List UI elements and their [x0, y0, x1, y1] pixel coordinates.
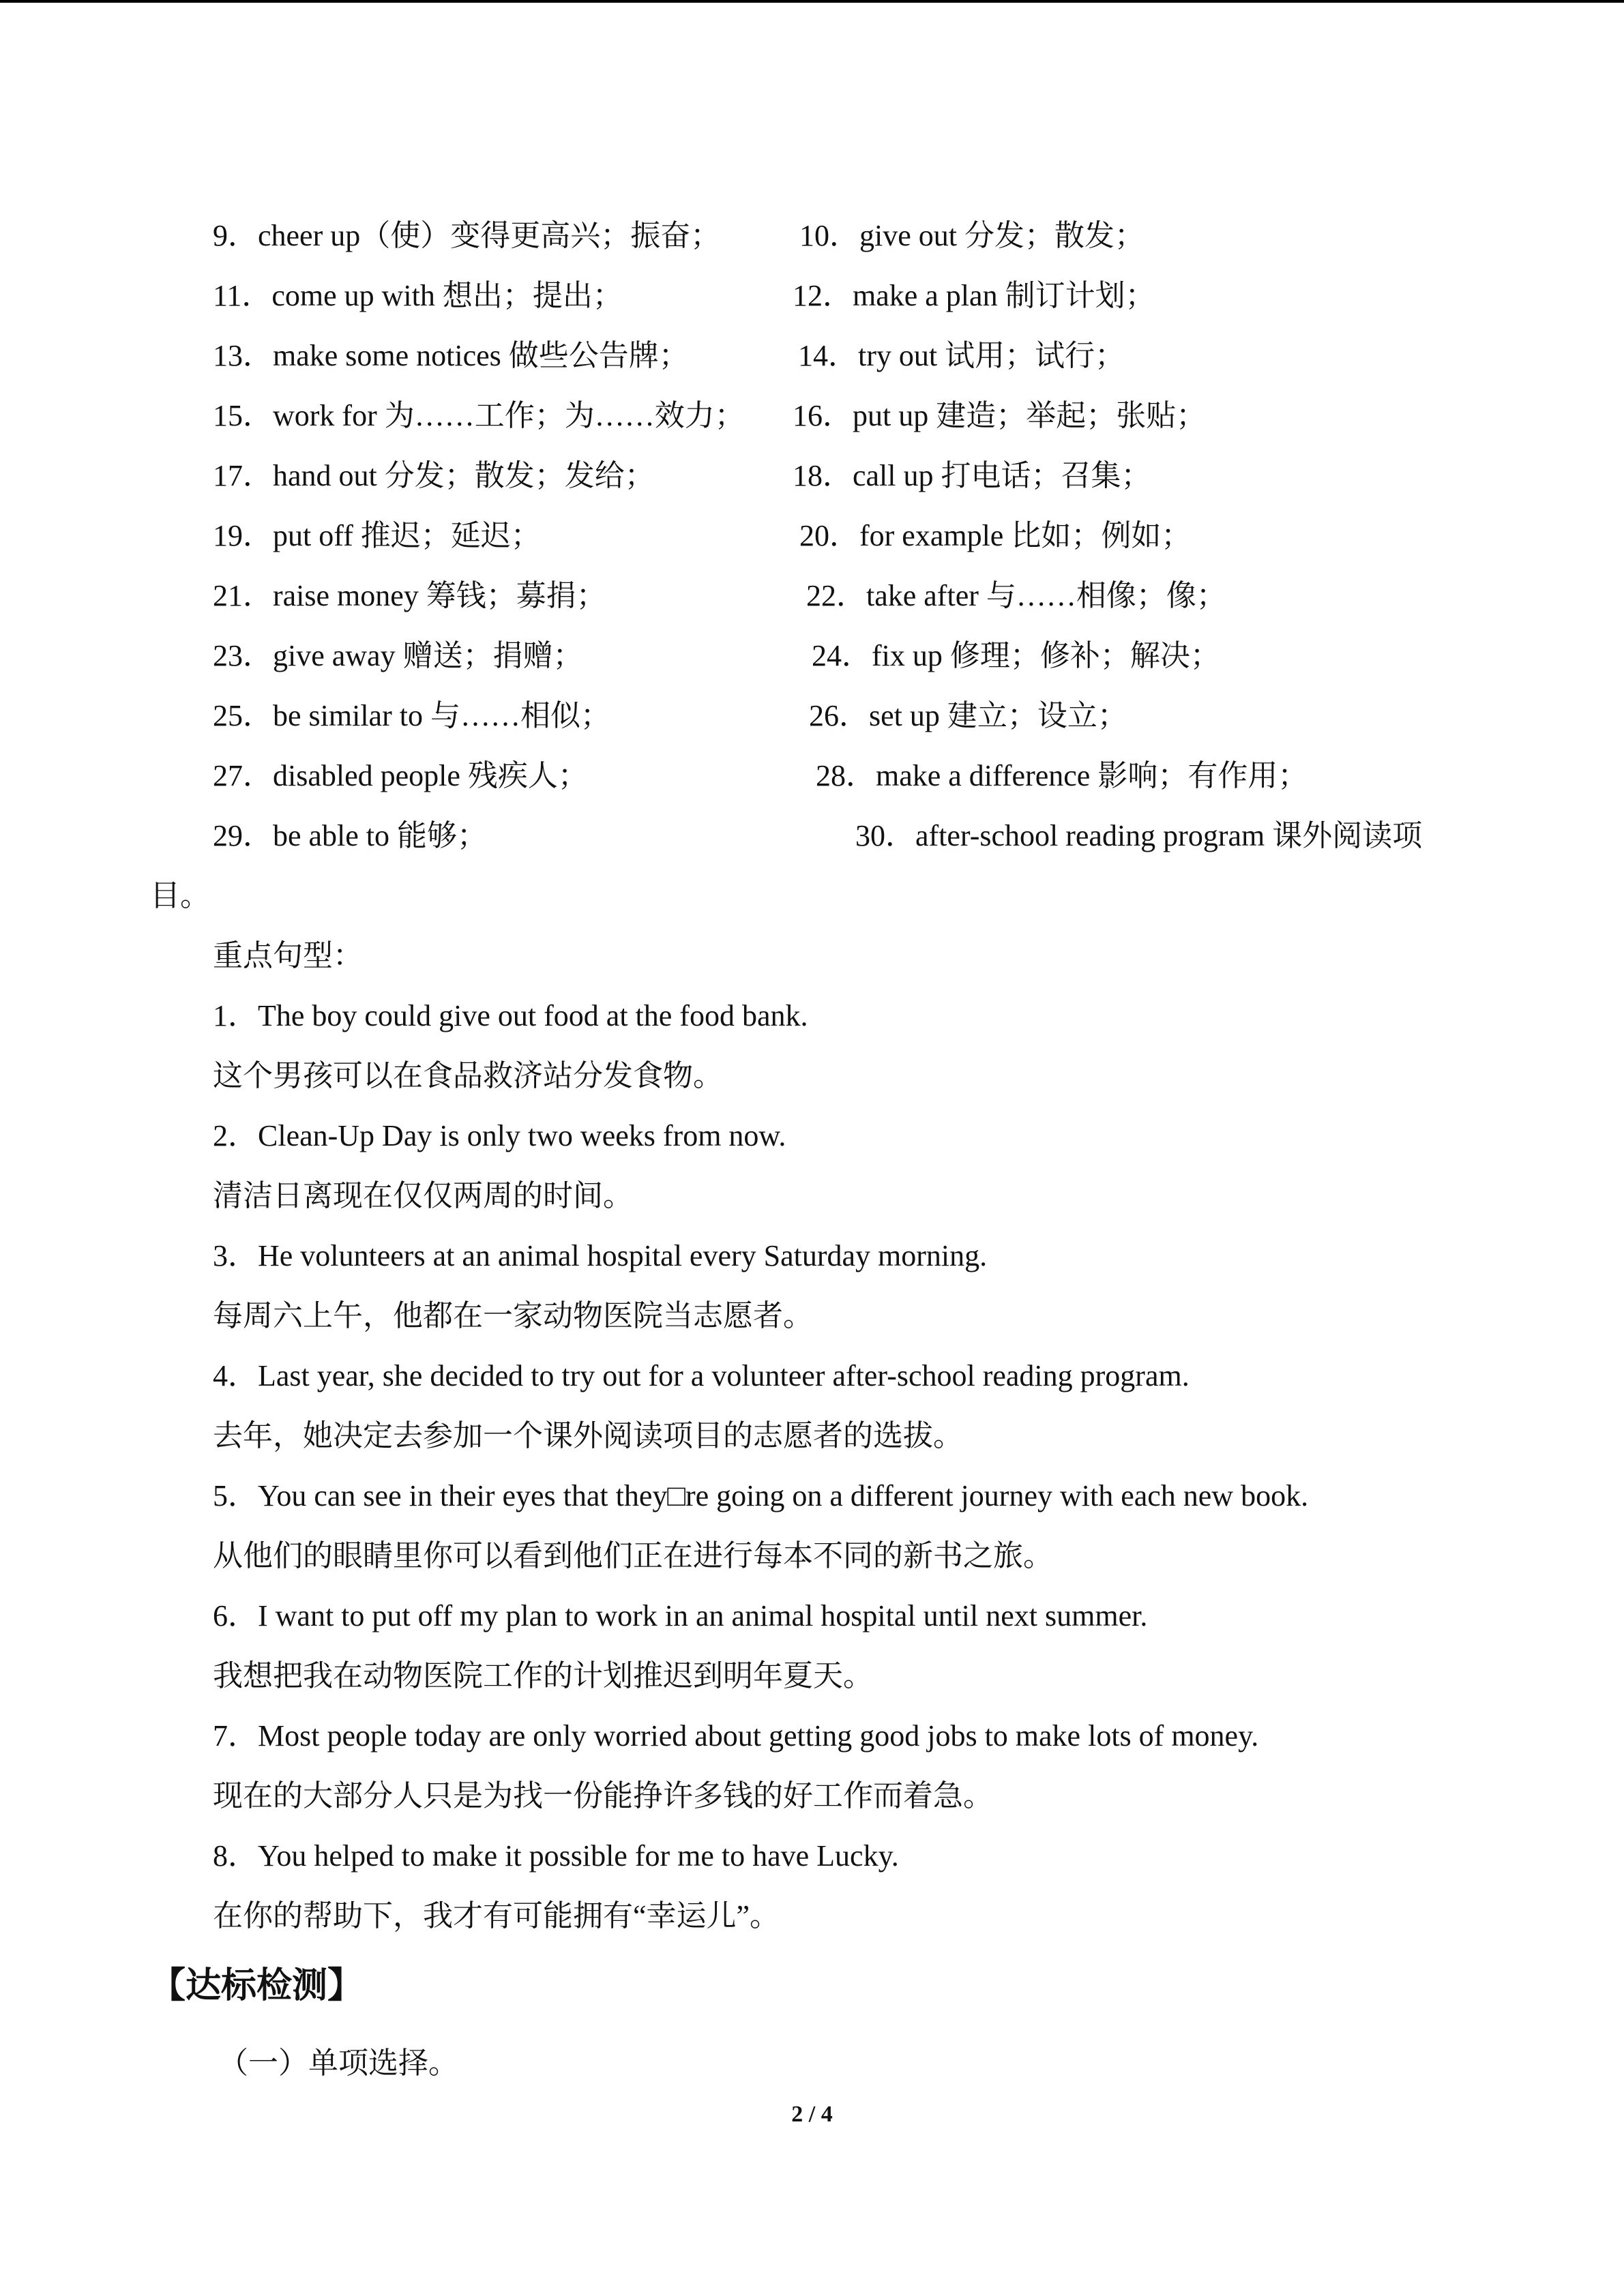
sentence-english: 6．I want to put off my plan to work in an animal hospital until next summer.: [213, 1599, 1148, 1632]
phrase-item: 12．make a plan 制订计划；: [793, 279, 1155, 312]
phrase-item: 29．be able to 能够；: [213, 819, 488, 852]
sentence-english: 4．Last year, she decided to try out for a volunteer after-school reading program.: [213, 1359, 1190, 1392]
phrase-item: 26．set up 建立；设立；: [809, 699, 1127, 732]
sentence-chinese: 我想把我在动物医院工作的计划推迟到明年夏天。: [213, 1659, 873, 1693]
phrase-item: 13．make some notices 做些公告牌；: [213, 339, 689, 372]
phrase-item: 15．work for 为……工作；为……效力；: [213, 399, 745, 432]
phrase-item: 11．come up with 想出；提出；: [213, 279, 623, 312]
phrase-item: 16．put up 建造；举起；张贴；: [793, 399, 1207, 432]
sentence-chinese: 清洁日离现在仅仅两周的时间。: [213, 1179, 633, 1212]
sentence-chinese: 从他们的眼睛里你可以看到他们正在进行每本不同的新书之旅。: [213, 1539, 1053, 1572]
phrase-item: 24．fix up 修理；修补；解决；: [812, 639, 1220, 672]
phrase-item: 17．hand out 分发；散发；发给；: [213, 459, 655, 492]
phrase-item: 25．be similar to 与……相似；: [213, 699, 610, 732]
phrase-item: 18．call up 打电话；召集；: [793, 459, 1151, 492]
phrase-item: 9．cheer up（使）变得更高兴；振奋；: [213, 219, 721, 252]
sentence-chinese: 每周六上午，他都在一家动物医院当志愿者。: [213, 1299, 813, 1332]
phrase-item: 28．make a difference 影响；有作用；: [816, 759, 1308, 792]
sentence-english: 3．He volunteers at an animal hospital every Saturday morning.: [213, 1239, 988, 1272]
sentence-chinese: 现在的大部分人只是为找一份能挣许多钱的好工作而着急。: [213, 1779, 993, 1813]
top-border: [0, 0, 1624, 3]
sentence-english: 1．The boy could give out food at the food bank.: [213, 999, 808, 1032]
page-number: 2 / 4: [791, 2102, 833, 2127]
phrase-item: 22．take after 与……相像；像；: [806, 579, 1226, 612]
sentence-english: 7．Most people today are only worried about getting good jobs to make lots of money.: [213, 1719, 1259, 1753]
section-heading: 【达标检测】: [150, 1967, 364, 2006]
sentence-english: 8．You helped to make it possible for me to have Lucky.: [213, 1839, 899, 1873]
phrase-item: 20．for example 比如；例如；: [799, 519, 1192, 552]
phrase-item: 19．put off 推迟；延迟；: [213, 519, 541, 552]
sentences-heading: 重点句型：: [213, 939, 363, 972]
phrase-item: 30．after-school reading program 课外阅读项: [855, 819, 1423, 852]
sentence-english: 2．Clean-Up Day is only two weeks from now.: [213, 1119, 786, 1152]
sentence-english: 5．You can see in their eyes that they□re going on a different journey with each new book.: [213, 1479, 1309, 1512]
sentence-chinese: 在你的帮助下，我才有可能拥有“幸运儿”。: [213, 1899, 780, 1933]
phrase-item: 27．disabled people 残疾人；: [213, 759, 588, 792]
sentence-chinese: 这个男孩可以在食品救济站分发食物。: [213, 1059, 723, 1092]
sentence-chinese: 去年，她决定去参加一个课外阅读项目的志愿者的选拔。: [213, 1419, 963, 1452]
phrase-item: 21．raise money 筹钱；募捐；: [213, 579, 606, 612]
subsection-heading: （一）单项选择。: [218, 2046, 458, 2080]
phrase-wrap-line: 目。: [150, 879, 210, 912]
phrase-item: 14．try out 试用；试行；: [798, 339, 1125, 372]
phrase-item: 10．give out 分发；散发；: [799, 219, 1145, 252]
phrase-item: 23．give away 赠送；捐赠；: [213, 639, 583, 672]
